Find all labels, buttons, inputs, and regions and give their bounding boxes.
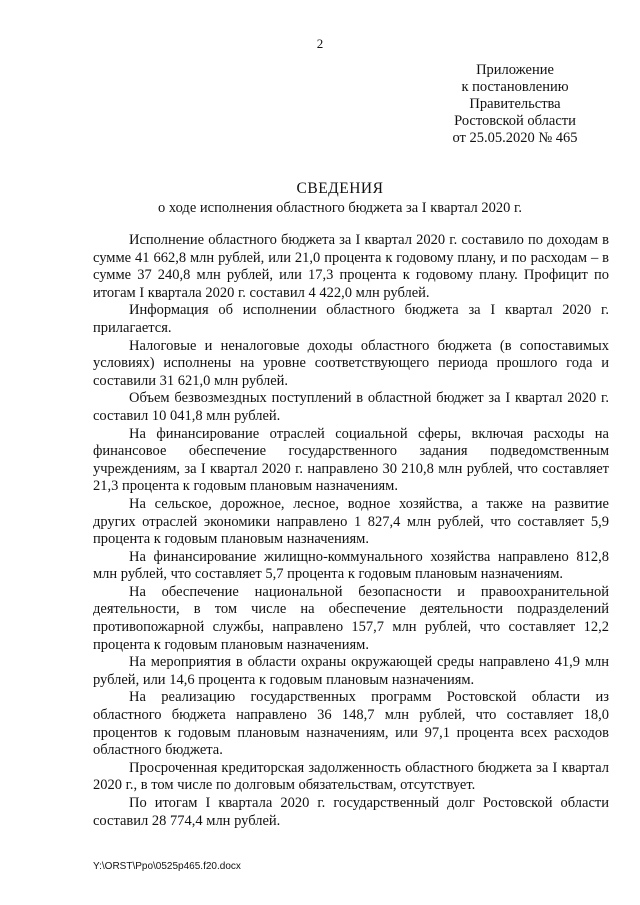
paragraph: На реализацию государственных программ Ростовской области из областного бюджета направлено 36 148,7 млн рублей, что составляет 18,0 процентов к годовым плановым назначениям, или 97,1 процента всех расходов областного бюджета. xyxy=(93,689,609,759)
paragraph: На обеспечение национальной безопасности и правоохранительной деятельности, в том числе на обеспечение деятельности подразделений противопожарной службы, направлено 157,7 млн рублей, что составляет 12,2 процента к годовым плановым назначениям. xyxy=(93,583,609,653)
appendix-line: Приложение xyxy=(476,62,554,78)
appendix-block xyxy=(440,62,590,147)
paragraph: Налоговые и неналоговые доходы областного бюджета (в сопоставимых условиях) исполнены на уровне соответствующего периода прошлого года и составили 31 621,0 млн рублей. xyxy=(93,337,609,389)
document-subtitle: о ходе исполнения областного бюджета за I квартал 2020 г. xyxy=(158,200,522,216)
paragraph: Просроченная кредиторская задолженность областного бюджета за I квартал 2020 г., в том числе по долговым обязательствам, отсутствует. xyxy=(93,759,609,794)
paragraph: По итогам I квартала 2020 г. государственный долг Ростовской области составил 28 774,4 млн рублей. xyxy=(93,795,609,829)
page-number: 2 xyxy=(316,36,324,51)
document-title: СВЕДЕНИЯ xyxy=(296,180,384,197)
paragraph: На финансирование жилищно-коммунального хозяйства направлено 812,8 млн рублей, что составляет 5,7 процента к годовым плановым назначениям. xyxy=(93,548,609,583)
paragraph: На мероприятия в области охраны окружающей среды направлено 41,9 млн рублей, или 14,6 процента к годовым плановым назначениям. xyxy=(93,654,609,688)
paragraph: Исполнение областного бюджета за I квартал 2020 г. составило по доходам в сумме 41 662,8 млн рублей, или 21,0 процента к годовому плану, и по расходам – в сумме 37 240,8 млн рублей, или 17,3 процента к годовому плану. Профицит по итогам I квартала 2020 г. составил 4 422,0 млн рублей. xyxy=(93,232,609,301)
appendix-line: Ростовской области xyxy=(454,113,576,129)
appendix-line: к постановлению xyxy=(461,79,569,95)
appendix-line: Правительства xyxy=(469,96,561,112)
appendix-line: от 25.05.2020 № 465 xyxy=(452,130,578,146)
paragraph: Информация об исполнении областного бюджета за I квартал 2020 г. прилагается. xyxy=(93,302,609,336)
paragraph: На сельское, дорожное, лесное, водное хозяйства, а также на развитие других отраслей экономики направлено 1 827,4 млн рублей, что составляет 5,9 процента к годовым плановым назначениям. xyxy=(93,495,609,548)
paragraph: Объем безвозмездных поступлений в областной бюджет за I квартал 2020 г. составил 10 041,8 млн рублей. xyxy=(93,390,609,424)
document-body xyxy=(93,232,609,830)
paragraph: На финансирование отраслей социальной сферы, включая расходы на финансовое обеспечение государственного задания подведомственным учреждениям, за I квартал 2020 г. направлено 30 210,8 млн рублей, что составляет 21,3 процента к годовым плановым назначениям. xyxy=(93,425,609,495)
file-path-footer: Y:\ORST\Ppo\0525p465.f20.docx xyxy=(93,861,241,872)
